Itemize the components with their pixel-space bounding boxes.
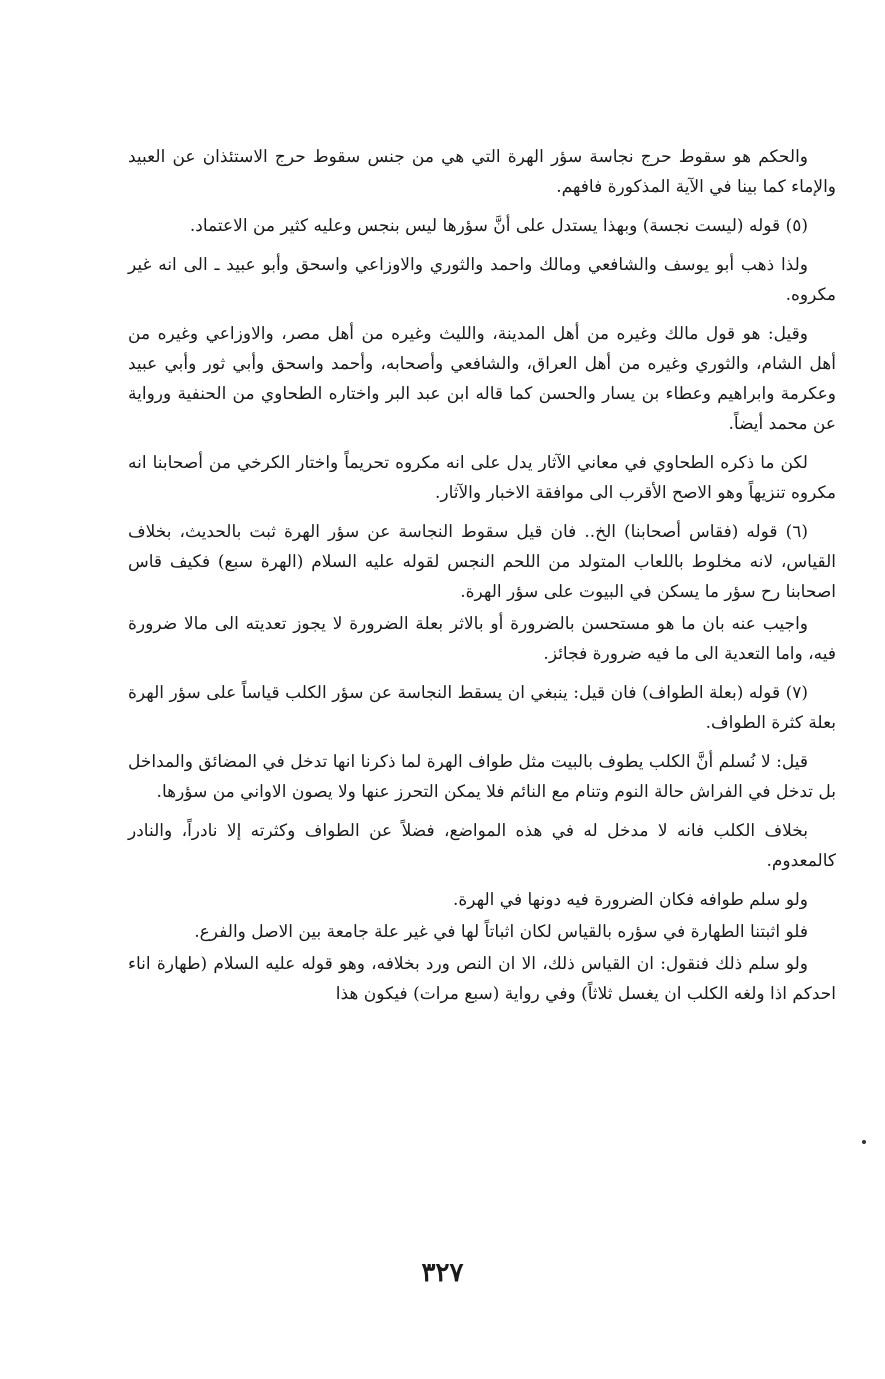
paragraph: والحكم هو سقوط حرج نجاسة سؤر الهرة التي هي من جنس سقوط حرج الاستئذان عن العبيد والإماء كما بينا في الآية المذكورة فافهم. bbox=[128, 147, 836, 197]
paragraph: قيل: لا نُسلم أنَّ الكلب يطوف بالبيت مثل طواف الهرة لما ذكرنا انها تدخل في المضائق والمداخل بل تدخل في الفراش حالة النوم وتنام مع النائم فلا يمكن التحرز عنها ولا يصون الاواني من سؤرها. bbox=[128, 752, 836, 802]
paragraph: ولو سلم ذلك فنقول: ان القياس ذلك، الا ان النص ورد بخلافه، وهو قوله عليه السلام (طهارة اناء احدكم اذا ولغه الكلب ان يغسل ثلاثاً) وفي رواية (سبع مرات) فيكون هذا bbox=[128, 954, 836, 1004]
page-number: ٣٢٧ bbox=[421, 1258, 464, 1288]
paragraph: لكن ما ذكره الطحاوي في معاني الآثار يدل على انه مكروه تحريماً واختار الكرخي من أصحابنا انه مكروه تنزيهاً وهو الاصح الأقرب الى موافقة الاخبار والآثار. bbox=[128, 453, 836, 503]
paragraph: وقيل: هو قول مالك وغيره من أهل المدينة، والليث وغيره من أهل مصر، والاوزاعي وغيره من أهل الشام، والثوري وغيره من أهل العراق، والشافعي وأصحابه، وأحمد واسحق وأبي ثور وأبي عبيد وعكرمة وابراهيم وعطاء بن يسار والحسن كما قاله ابن عبد البر واختاره الطحاوي من الحنفية ورواية عن محمد أيضاً. bbox=[128, 324, 836, 434]
paragraph: (٥) قوله (ليست نجسة) وبهذا يستدل على أنَّ سؤرها ليس بنجس وعليه كثير من الاعتماد. bbox=[189, 216, 808, 236]
paragraph: ولو سلم طوافه فكان الضرورة فيه دونها في الهرة. bbox=[452, 890, 808, 910]
paragraph: ولذا ذهب أبو يوسف والشافعي ومالك واحمد والثوري والاوزاعي واسحق وأبو عبيد ـ الى انه غير مكروه. bbox=[128, 255, 836, 305]
paragraph: (٧) قوله (بعلة الطواف) فان قيل: ينبغي ان يسقط النجاسة عن سؤر الكلب قياساً على سؤر الهرة بعلة كثرة الطواف. bbox=[128, 683, 836, 733]
paragraph: بخلاف الكلب فانه لا مدخل له في هذه المواضع، فضلاً عن الطواف وكثرته إلا نادراً، والنادر كالمعدوم. bbox=[128, 821, 836, 871]
margin-dot bbox=[862, 1140, 866, 1144]
paragraph: واجيب عنه بان ما هو مستحسن بالضرورة أو بالاثر بعلة الضرورة لا يجوز تعديته الى مالا ضرورة فيه، واما التعدية الى ما فيه ضرورة فجائز. bbox=[128, 614, 836, 664]
page-body bbox=[128, 142, 836, 1018]
paragraph: فلو اثبتنا الطهارة في سؤره بالقياس لكان اثباتاً لها في غير علة جامعة بين الاصل والفرع. bbox=[194, 922, 808, 942]
paragraph: (٦) قوله (فقاس أصحابنا) الخ.. فان قيل سقوط النجاسة عن سؤر الهرة ثبت بالحديث، بخلاف القياس، لانه مخلوط باللعاب المتولد من اللحم النجس لقوله عليه السلام (الهرة سبع) فكيف قاس اصحابنا رح سؤر ما يسكن في البيوت على سؤر الهرة. bbox=[128, 522, 836, 602]
